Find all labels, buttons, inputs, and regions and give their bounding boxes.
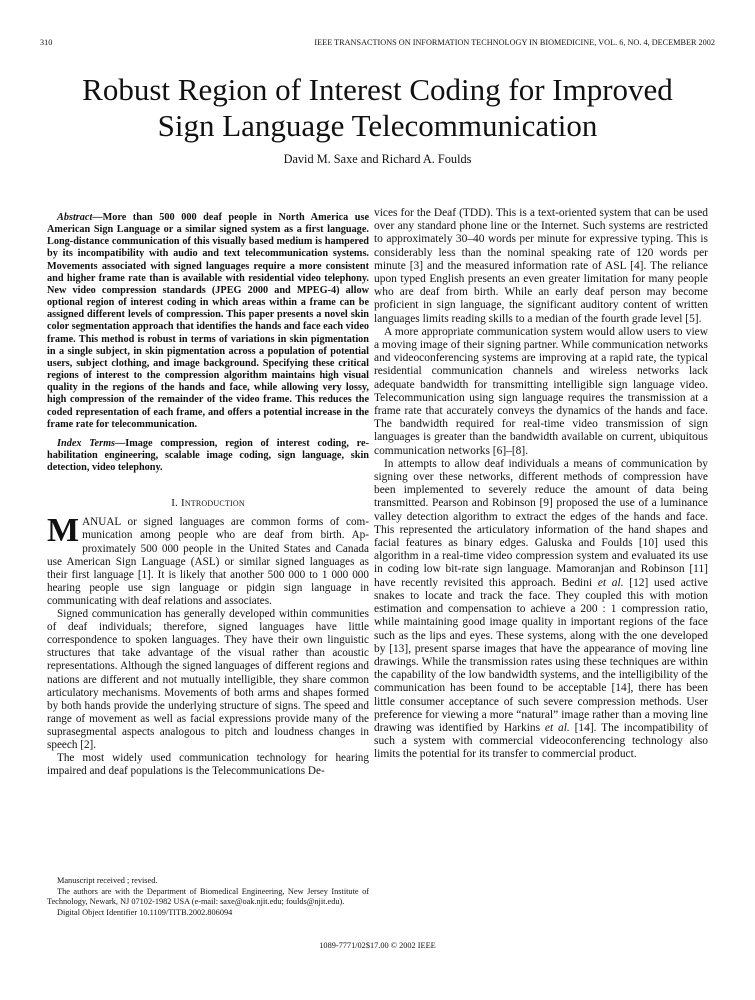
footnote-doi: Digital Object Identifier 10.1109/TITB.2002.806094	[57, 908, 233, 918]
right-column	[374, 207, 708, 762]
title-line-1: Robust Region of Interest Coding for Improved	[82, 72, 673, 107]
section-heading-introduction	[47, 497, 369, 510]
et-al-2: et al.	[544, 721, 570, 734]
page-number: 310	[40, 38, 53, 47]
intro-paragraph-2: Signed communication has generally developed within communities of deaf individuals; therefore, signed languages have little correspondence to spoken languages. They have their own linguistic structures that take advantage of the visual rather than acoustic representations. Although the signed languages of different regions and nations are different and not mutually intelligible, they share common articulatory mechanisms. Movements of both arms and shapes formed by both hands provide the underlying structure of signs. The speed and range of movement as well as facial expressions provide many of the suprasegmental aspects analogous to pitch and loudness changes in speech [2].	[47, 608, 369, 751]
paragraph-5-part-b: [12] used active snakes to locate and track the face. They coupled this with motion estimation and compensation to achieve a 200 : 1 compression ratio, while maintaining good image quality in important regions of the face such as the lips and eyes. These systems, along with the one developed by [13], present sparse images that have the appearance of moving line drawings. While the transmission rates using these techniques are within the capability of the low bandwidth systems, and the intelligibility of the communication has been found to be acceptable [14], there has been little consumer acceptance of such severe compression methods. User preference for viewing a more “natural” image rather than a moving line drawing was identified by Harkins	[374, 576, 709, 734]
footnotes	[47, 876, 369, 919]
running-head	[40, 38, 715, 50]
intro-paragraph-3: The most widely used communication technology for hearing impaired and deaf populations is the Telecommunications De-	[47, 752, 369, 778]
index-terms-text: —Image compression, region of interest coding, rehabilitation engineering, scalable image coding, sign language, skin detection, video telephony.	[47, 437, 369, 474]
paper-title	[0, 72, 755, 144]
abstract-label: Abstract	[57, 212, 93, 223]
footnote-affiliation: The authors are with the Department of Biomedical Engineering, New Jersey Institute of Technology, Newark, NJ 07102-1982 USA (e-mail: saxe@oak.njit.edu; foulds@njit.edu).	[47, 886, 369, 907]
footnote-received: Manuscript received ; revised.	[57, 876, 158, 885]
section-title: Introduction	[180, 497, 245, 510]
intro-paragraph-1	[47, 512, 369, 608]
index-terms-label: Index Terms	[57, 437, 116, 449]
intro-paragraph-5	[374, 458, 708, 762]
drop-cap: M	[47, 512, 80, 550]
paragraph-5-part-c: [14]. The incompatibility of such a system with commercial videoconferencing technology also limits the potential for its transfer to commercial product.	[374, 721, 709, 761]
intro-paragraph-1-text: ANUAL or signed languages are common forms of communication among people who are deaf from birth. Approximately 500 000 people in the United States and Canada use American Sign Language (ASL) or similar signed languages as their first language [1]. It is likely that another 500 000 to 1 000 000 hearing people use sign language or pidgin sign language in communicating with deaf relations and associates.	[47, 516, 369, 607]
index-terms	[47, 438, 369, 474]
journal-name: IEEE TRANSACTIONS ON INFORMATION TECHNOLOGY IN BIOMEDICINE, VOL. 6, NO. 4, DECEMBER 2002	[314, 38, 715, 47]
copyright-line: 1089-7771/02$17.00 © 2002 IEEE	[319, 941, 436, 950]
section-number: I.	[171, 497, 179, 510]
left-column	[47, 212, 369, 778]
abstract	[47, 212, 369, 431]
abstract-text: —More than 500 000 deaf people in North America use American Sign Language or a similar signed system as a first language. Long-distance communication of this visually based medium is hampered by its incompatibility with audio and text telecommunication systems. Movements associated with signed languages require a more consistent and higher frame rate than is available with residential video telephony. New video compression standards (JPEG 2000 and MPEG-4) allow optional region of interest coding in which areas within a frame can be assigned different levels of compression. This paper presents a novel skin color segmentation approach that identifies the hands and face each video frame. This method is robust in terms of variations in skin pigmentation in a single subject, in skin pigmentation across a population of potential users, subject clothing, and image background. Specifying these critical regions of interest to the compression algorithm maintains high visual quality in the regions of the hands and face, while allowing very lossy, high compression of the remainder of the video frame. This reduces the coded representation of each frame, and offers a potential increase in the frame rate for telecommunication.	[47, 212, 369, 430]
authors: David M. Saxe and Richard A. Foulds	[283, 152, 472, 166]
intro-paragraph-4: A more appropriate communication system would allow users to view a moving image of their signing partner. While communication networks and videoconferencing systems are improving at a rapid rate, the typical residential communication channels and wireless networks lack adequate bandwidth for transmitting intelligible sign language video. Telecommunication using sign language requires the transmission at a frame rate that accurately conveys the dynamics of the hands and face. The bandwidth required for real-time video transmission of sign languages is greater than the bandwidth available on current, ubiquitous communication networks [6]–[8].	[374, 325, 708, 457]
et-al-1: et al.	[597, 576, 624, 589]
intro-paragraph-3-continued: vices for the Deaf (TDD). This is a text-oriented system that can be used over any standard phone line or the Internet. Such systems are restricted to approximately 30–40 words per minute for expressive typing. This is considerably less than the nominal speaking rate of 120 words per minute [3] and the measured information rate of ASL [4]. The reliance upon typed English presents an even greater limitation for many people who are deaf from birth. While an early deaf person may become proficient in sign language, the significant auditory content of written languages limits reading skills to a median of the fourth grade level [5].	[374, 207, 708, 325]
title-line-2: Sign Language Telecommunication	[157, 108, 598, 143]
paragraph-5-part-a: In attempts to allow deaf individuals a means of communication by signing over these networks, different methods of compression have been implemented to severely reduce the amount of data being transmitted. Pearson and Robinson [9] proposed the use of a luminance valley detection algorithm to extract the edges of the hands and face. This represented the articulatory information of the hand shapes and facial features as binary edges. Galuska and Foulds [10] used this algorithm in a real-time video compression system and evaluated its use in coding low bit-rate sign language. Mamoranjan and Robinson [11] have recently revisited this approach. Bedini	[374, 457, 708, 589]
